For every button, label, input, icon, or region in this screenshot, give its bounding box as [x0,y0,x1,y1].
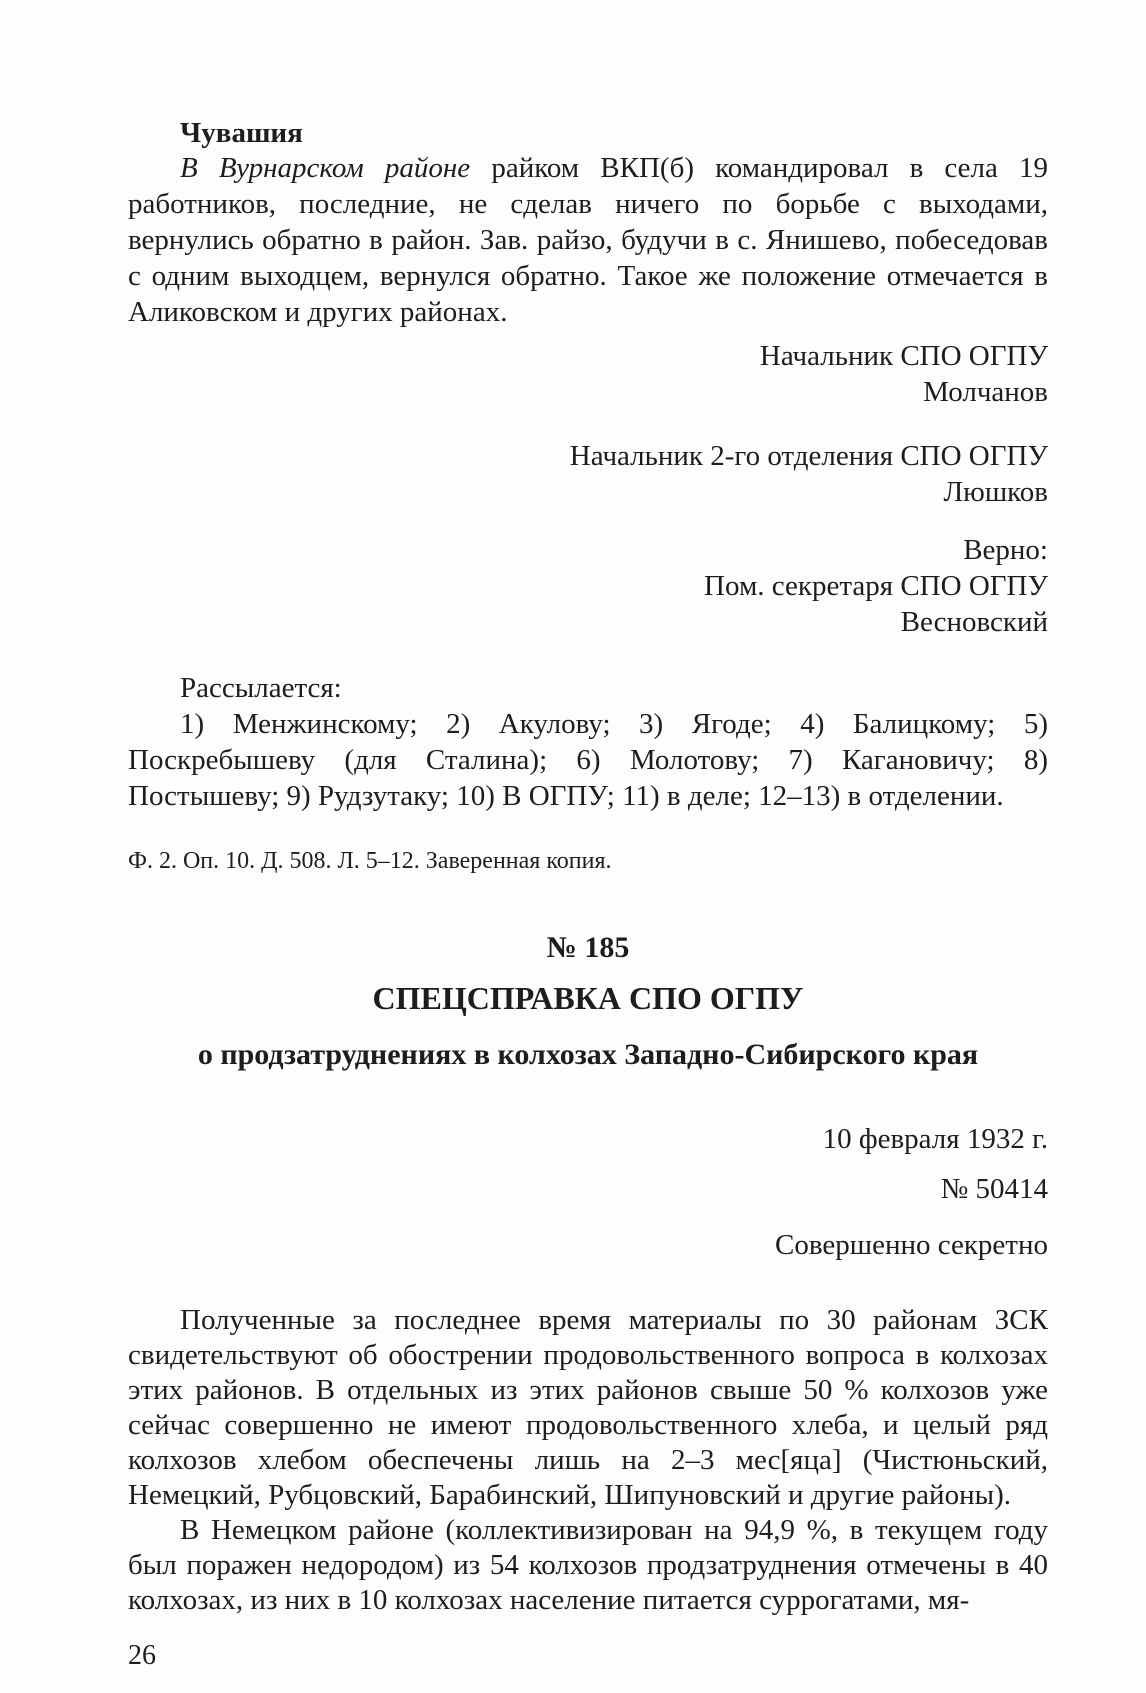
doc-number: № 185 [546,931,630,964]
doc-ref-number-section [128,1171,1048,1207]
signature-title: Начальник 2-го отделения СПО ОГПУ [569,440,1048,472]
signature-block-1 [128,338,1048,410]
doc-body-section [128,1303,1048,1618]
certification-block [128,532,1048,640]
region-paragraph [128,150,1048,330]
doc-ref-number: № 50414 [940,1173,1048,1205]
body-paragraph-2: В Немецком районе (коллективизирован на 94,9 %, в текущем году был поражен недородом) из 54 колхозов продзатруднения отмечены в 40 колхозах, из них в 10 колхозах население питается суррогатами, мя- [128,1514,1048,1616]
archive-reference-section [128,846,1048,876]
signature-name: Люшков [943,476,1048,508]
region-paragraph-italic-lead: В Вурнарском районе [180,152,471,184]
region-heading: Чувашия [180,117,303,149]
body-paragraph-1: Полученные за последнее время материалы по 30 районам ЗСК свидетельствуют об обострении продовольственного вопроса в колхозах этих районов. В отдельных из этих районов свыше 50 % колхозов уже сейчас совершенно не имеют продовольственного хлеба, и целый ряд колхозов хлебом обеспечены лишь на 2–3 мес[яца] (Чистюньский, Немецкий, Рубцовский, Барабинский, Шипуновский и другие районы). [128,1304,1048,1511]
distribution-heading: Рассылается: [180,672,342,704]
distribution-list: 1) Менжинскому; 2) Акулову; 3) Ягоде; 4) Балицкому; 5) Поскребышеву (для Сталина); 6) Молотову; 7) Кагановичу; 8) Постышеву; 9) Рудзутаку; 10) В ОГПУ; 11) в деле; 12–13) в отделении. [128,708,1048,812]
signature-name: Молчанов [923,376,1048,408]
archive-reference: Ф. 2. Оп. 10. Д. 508. Л. 5–12. Заверенная копия. [128,848,612,874]
certification-title: Пом. секретаря СПО ОГПУ [704,570,1048,602]
doc-title-section [128,979,1048,1017]
signature-title: Начальник СПО ОГПУ [759,340,1048,372]
doc-classification-section [128,1227,1048,1263]
doc-date: 10 февраля 1932 г. [822,1123,1048,1155]
doc-number-section [128,930,1048,966]
region-section-chuvashia [128,116,1048,330]
classification-stamp: Совершенно секретно [775,1229,1048,1261]
page-number: 26 [128,1640,156,1671]
doc-date-section [128,1121,1048,1157]
signature-block-2 [128,438,1048,510]
doc-subtitle: о продзатруднениях в колхозах Западно-Сибирского края [197,1038,979,1071]
page-footer [128,1640,1048,1672]
certification-verno: Верно: [963,534,1048,566]
region-paragraph-rest: райком ВКП(б) командировал в села 19 работников, последние, не сделав ничего по борьбе с выходами, вернулись обратно в район. Зав. райзо, будучи в с. Янишево, побеседовав с одним выходцем, вернулся обратно. Такое же положение отмечается в Аликовском и других районах. [128,152,1048,328]
doc-subtitle-section [128,1037,1048,1073]
doc-title: СПЕЦСПРАВКА СПО ОГПУ [372,980,804,1016]
certification-name: Весновский [900,606,1048,638]
distribution-section [128,670,1048,814]
